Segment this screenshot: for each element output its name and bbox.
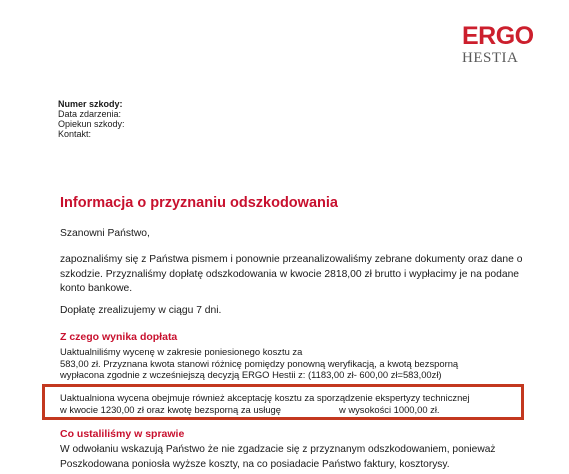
event-date-label: Data zdarzenia: [58,109,122,119]
section-heading-findings: Co ustaliliśmy w sprawie [60,428,185,440]
ergo-hestia-logo [462,24,554,66]
claim-number-label: Numer szkody: [58,99,123,109]
highlight-box [42,384,524,420]
paragraph-line: szkodzie. Przyznaliśmy dopłatę odszkodowania w kwocie 2818,00 zł brutto i wypłacimy je na podane [60,268,520,280]
section-surcharge-text [60,346,458,382]
paragraph-line: Poszkodowana poniosła wyższe koszty, na co posiadacie Państwo faktury, kosztorysy. [60,458,450,470]
paragraph-line: 583,00 zł. Przyznana kwota stanowi różnicę pomiędzy ponowną weryfikacją, a kwotą bezsporną [60,358,459,369]
paragraph-line: W odwołaniu wskazują Państwo że nie zgadzacie się z przyznanym odszkodowaniem, ponieważ [60,444,496,455]
highlight-line-part: w wysokości 1000,00 zł. [338,404,440,415]
logo-hestia-text: HESTIA [462,50,519,66]
paragraph-intro [60,253,522,297]
highlight-line: Uaktualniona wycena obejmuje również akceptację kosztu za sporządzenie ekspertyzy technicznej [60,392,470,403]
claim-handler-label: Opiekun szkody: [58,119,125,129]
paragraph-line: wypłacona zgodnie z wcześniejszą decyzją ERGO Hestii z: (1183,00 zł- 600,00 zł=583,00zł) [60,369,442,380]
section-findings-text [60,443,495,472]
highlight-line-part: w kwocie 1230,00 zł oraz kwotę bezsporną za usługę [60,404,281,415]
paragraph-line: konto bankowe. [60,283,133,294]
claim-meta [58,99,125,139]
paragraph-line: zapoznaliśmy się z Państwa pismem i ponownie przeanalizowaliśmy zebrane dokumenty oraz dane o [60,254,523,265]
section-heading-surcharge: Z czego wynika dopłata [60,331,178,343]
paragraph-line: Uaktualniliśmy wycenę w zakresie poniesionego kosztu za [60,346,303,357]
letter-title: Informacja o przyznaniu odszkodowania [60,195,338,211]
logo-ergo-text: ERGO [462,22,534,50]
greeting: Szanowni Państwo, [60,228,150,239]
paragraph-payment-time: Dopłatę zrealizujemy w ciągu 7 dni. [60,305,222,316]
contact-label: Kontakt: [58,129,92,139]
